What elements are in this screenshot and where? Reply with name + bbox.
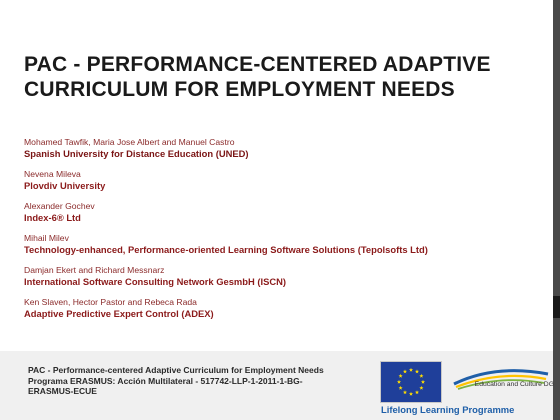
slide-title bbox=[24, 52, 544, 102]
author-names: Ken Slaven, Hector Pastor and Rebeca Rada bbox=[24, 297, 197, 307]
lifelong-learning-label: Lifelong Learning Programme bbox=[381, 404, 515, 415]
author-institution: Plovdiv University bbox=[24, 180, 106, 191]
author-institution: Adaptive Predictive Expert Control (ADEX) bbox=[24, 308, 214, 319]
author-names: Mihail Milev bbox=[24, 233, 69, 243]
author-institution: Index-6® Ltd bbox=[24, 212, 81, 223]
eu-flag-icon bbox=[380, 361, 442, 403]
footer-project-info bbox=[28, 365, 368, 397]
author-names: Nevena Mileva bbox=[24, 169, 81, 179]
author-institution: Technology-enhanced, Performance-oriented Learning Software Solutions (Tepolsofts Ltd) bbox=[24, 244, 428, 255]
author-block bbox=[24, 201, 544, 224]
footer-line-1: PAC - Performance-centered Adaptive Curriculum for Employment Needs bbox=[28, 365, 324, 375]
footer-line-3: ERASMUS-ECUE bbox=[28, 386, 97, 396]
author-block bbox=[24, 297, 544, 320]
author-names: Alexander Gochev bbox=[24, 201, 95, 211]
title-line-1: PAC - PERFORMANCE-CENTERED ADAPTIVE bbox=[24, 53, 491, 76]
footer-line-2: Programa ERASMUS: Acción Multilateral - 517742-LLP-1-2011-1-BG- bbox=[28, 375, 303, 386]
title-line-2: CURRICULUM FOR EMPLOYMENT NEEDS bbox=[24, 78, 455, 101]
education-culture-label: Education and Culture DG bbox=[474, 381, 554, 388]
author-names: Mohamed Tawfik, Maria Jose Albert and Manuel Castro bbox=[24, 137, 235, 147]
author-names: Damjan Ekert and Richard Messnarz bbox=[24, 265, 165, 275]
author-block bbox=[24, 265, 544, 288]
right-edge-bar bbox=[553, 0, 560, 420]
right-edge-accent bbox=[553, 296, 560, 318]
author-institution: International Software Consulting Network GesmbH (ISCN) bbox=[24, 276, 287, 287]
author-list bbox=[24, 137, 544, 329]
author-institution: Spanish University for Distance Education (UNED) bbox=[24, 148, 249, 159]
author-block bbox=[24, 169, 544, 192]
author-block bbox=[24, 137, 544, 160]
author-block bbox=[24, 233, 544, 256]
